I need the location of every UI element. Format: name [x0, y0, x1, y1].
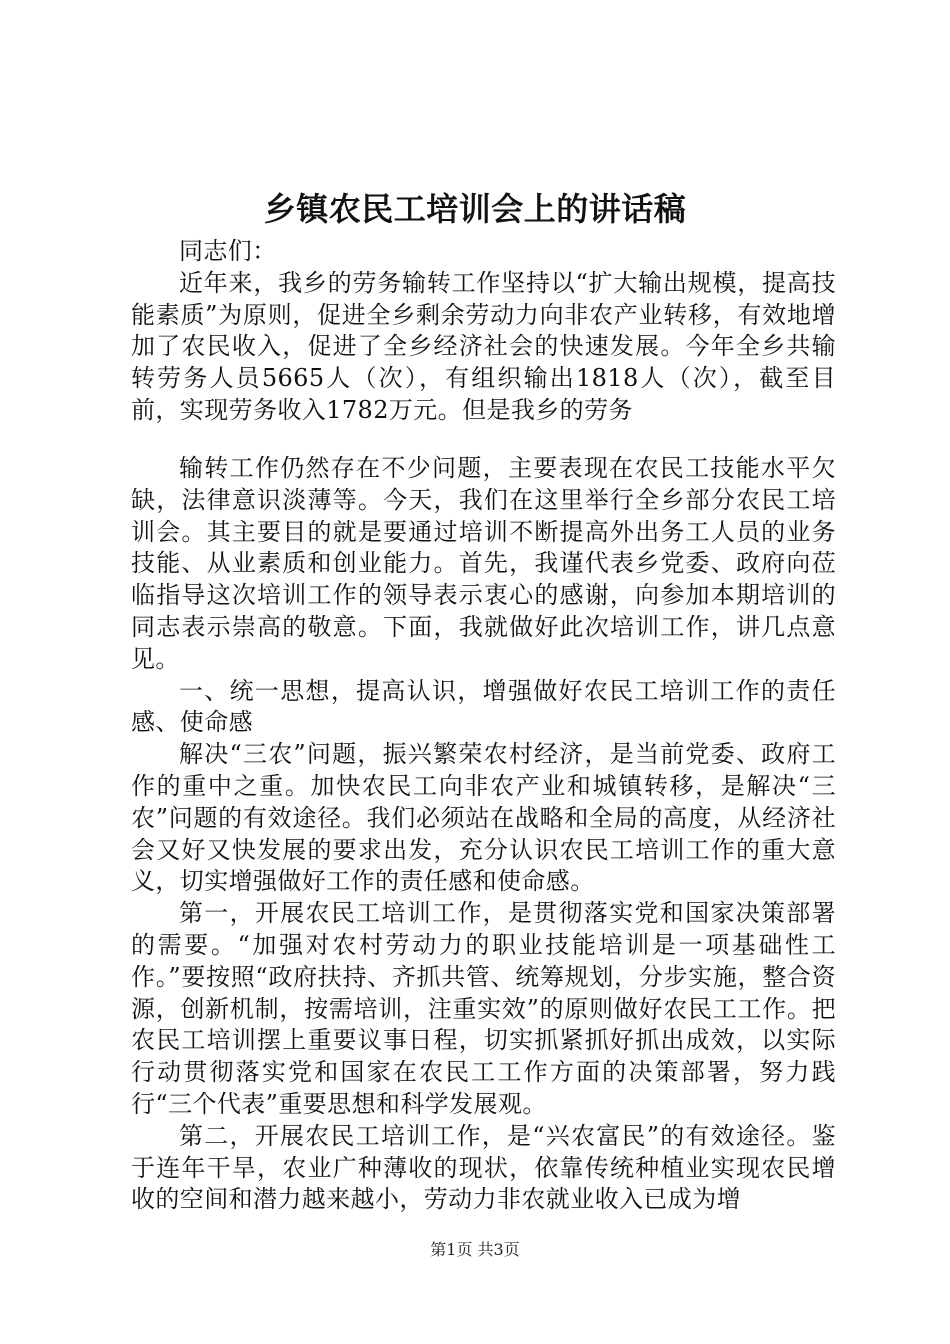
- paragraph-three-rural: 解决“三农”问题，振兴繁荣农村经济，是当前党委、政府工作的重中之重。加快农民工向非农产业和城镇转移，是解决“三农”问题的有效途径。我们必须站在战略和全局的高度，从经济社会又好又快发展的要求出发，充分认识农民工培训工作的重大意义，切实增强做好工作的责任感和使命感。: [131, 740, 836, 896]
- paragraph-first-point: 第一，开展农民工培训工作，是贯彻落实党和国家决策部署的需要。“加强对农村劳动力的职业技能培训是一项基础性工作。”要按照“政府扶持、齐抓共管、统筹规划，分步实施，整合资源，创新机制，按需培训，注重实效”的原则做好农民工工作。把农民工培训摆上重要议事日程，切实抓紧抓好抓出成效，以实际行动贯彻落实党和国家在农民工工作方面的决策部署，努力践行“三个代表”重要思想和科学发展观。: [131, 899, 836, 1118]
- paragraph-second-point: 第二，开展农民工培训工作，是“兴农富民”的有效途径。鉴于连年干旱，农业广种薄收的现状，依靠传统种植业实现农民增收的空间和潜力越来越小，劳动力非农就业收入已成为增: [131, 1121, 836, 1214]
- salutation: 同志们：: [179, 237, 277, 265]
- paragraph-intro-part-a: 近年来，我乡的劳务输转工作坚持以“扩大输出规模，提高技能素质”为原则，促进全乡剩余劳动力向非农产业转移，有效地增加了农民收入，促进了全乡经济社会的快速发展。今年全乡共输转劳务人员5665人（次），有组织输出1818人（次），截至目前，实现劳务收入1782万元。但是我乡的劳务: [131, 268, 836, 424]
- text-block-main: [131, 453, 836, 1216]
- text-block-top: [131, 236, 836, 427]
- page-number-footer: 第1页 共3页: [430, 1240, 520, 1259]
- document-title: 乡镇农民工培训会上的讲话稿: [263, 190, 687, 228]
- section-heading-1: 一、统一思想，提高认识，增强做好农民工培训工作的责任感、使命感: [131, 676, 836, 737]
- paragraph-intro-part-b: 输转工作仍然存在不少问题，主要表现在农民工技能水平欠缺，法律意识淡薄等。今天，我们在这里举行全乡部分农民工培训会。其主要目的就是要通过培训不断提高外出务工人员的业务技能、从业素质和创业能力。首先，我谨代表乡党委、政府向莅临指导这次培训工作的领导表示衷心的感谢，向参加本期培训的同志表示崇高的敬意。下面，我就做好此次培训工作，讲几点意见。: [131, 454, 836, 673]
